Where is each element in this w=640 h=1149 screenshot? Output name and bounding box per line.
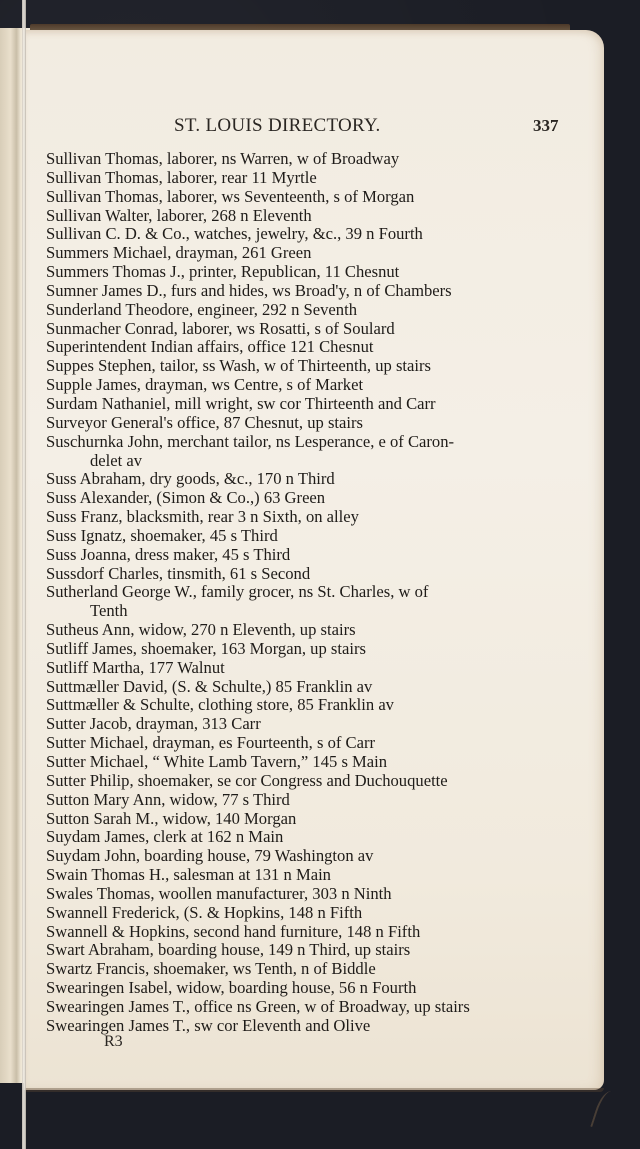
entry-text: Sullivan Thomas, laborer, rear 11 Myrtle: [46, 167, 317, 187]
directory-entry: [46, 847, 566, 866]
entry-text: Sullivan Thomas, laborer, ws Seventeenth, s of Morgan: [46, 186, 415, 206]
entry-text: Suss Franz, blacksmith, rear 3 n Sixth, on alley: [46, 507, 359, 527]
entry-text: Surveyor General's office, 87 Chesnut, up stairs: [46, 412, 363, 432]
directory-entry: [46, 489, 566, 508]
entry-text: Swain Thomas H., salesman at 131 n Main: [46, 865, 331, 885]
directory-entry: [46, 583, 566, 621]
directory-entry: [46, 810, 566, 829]
entry-text: Sutherland George W., family grocer, ns St. Charles, w of: [46, 582, 429, 602]
directory-entry: [46, 696, 566, 715]
directory-entry: [46, 395, 566, 414]
directory-entry: [46, 1017, 566, 1036]
page-header: [24, 115, 604, 137]
entry-text: Suss Ignatz, shoemaker, 45 s Third: [46, 525, 278, 545]
entry-text: Sutter Michael, “ White Lamb Tavern,” 145 s Main: [46, 752, 388, 771]
directory-entry: [46, 979, 566, 998]
directory-entry: [46, 244, 566, 263]
directory-entry: [46, 715, 566, 734]
directory-entry: [46, 640, 566, 659]
page-number: 337: [533, 116, 559, 135]
entry-text: Suschurnka John, merchant tailor, ns Lesperance, e of Caron-: [46, 431, 455, 451]
directory-entry: [46, 828, 566, 847]
entry-text: Summers Michael, drayman, 261 Green: [46, 243, 312, 263]
entry-text: Swearingen Isabel, widow, boarding house, 56 n Fourth: [46, 978, 417, 998]
entry-text: Sutter Jacob, drayman, 313 Carr: [46, 714, 261, 734]
entry-text: Sumner James D., furs and hides, ws Broad'y, n of Chambers: [46, 280, 452, 300]
directory-entry: [46, 301, 566, 320]
directory-entry: [46, 207, 566, 226]
directory-entry: [46, 508, 566, 527]
entry-text: Suss Alexander, (Simon & Co.,) 63 Green: [46, 488, 326, 508]
directory-entry: [46, 659, 566, 678]
directory-entry: [46, 678, 566, 697]
directory-entry: [46, 772, 566, 791]
entry-text: Suss Joanna, dress maker, 45 s Third: [46, 544, 291, 564]
entry-text: Sutliff James, shoemaker, 163 Morgan, up stairs: [46, 638, 366, 658]
directory-entry: [46, 338, 566, 357]
directory-entry: [46, 414, 566, 433]
directory-entry: [46, 282, 566, 301]
entry-text: Suttmæller & Schulte, clothing store, 85 Franklin av: [46, 695, 394, 715]
entry-text: Suttmæller David, (S. & Schulte,) 85 Franklin av: [46, 676, 373, 696]
entry-text: Sussdorf Charles, tinsmith, 61 s Second: [46, 563, 311, 583]
entry-text: Sutton Mary Ann, widow, 77 s Third: [46, 789, 290, 809]
entry-text: Swannell & Hopkins, second hand furniture, 148 n Fifth: [46, 921, 421, 941]
entry-text: Suydam John, boarding house, 79 Washington av: [46, 846, 374, 866]
entry-text: Sunmacher Conrad, laborer, ws Rosatti, s of Soulard: [46, 318, 395, 338]
entry-text: Swearingen James T., sw cor Eleventh and Olive: [46, 1015, 371, 1035]
directory-entry: [46, 885, 566, 904]
directory-entry: [46, 357, 566, 376]
directory-entry: [46, 470, 566, 489]
directory-entry: [46, 225, 566, 244]
directory-entry: [46, 923, 566, 942]
directory-entry: [46, 527, 566, 546]
signature-mark: R3: [104, 1033, 123, 1050]
page-bottom-edge: [24, 1088, 604, 1092]
entry-text: Suydam James, clerk at 162 n Main: [46, 827, 284, 847]
entry-text: Swart Abraham, boarding house, 149 n Third, up stairs: [46, 940, 411, 960]
directory-entry: [46, 904, 566, 923]
directory-entry: [46, 565, 566, 584]
directory-page: [24, 30, 604, 1090]
directory-entry: [46, 621, 566, 640]
entry-text: Sutton Sarah M., widow, 140 Morgan: [46, 808, 297, 828]
directory-entry: [46, 791, 566, 810]
entry-text: Sutheus Ann, widow, 270 n Eleventh, up stairs: [46, 620, 356, 640]
entry-continuation: Tenth: [90, 601, 128, 621]
entry-text: Suppes Stephen, tailor, ss Wash, w of Thirteenth, up stairs: [46, 356, 431, 376]
binding-rule: [22, 0, 26, 1149]
entry-continuation: delet av: [90, 450, 143, 470]
entry-text: Swartz Francis, shoemaker, ws Tenth, n of Biddle: [46, 959, 376, 979]
entry-text: Sutter Michael, drayman, es Fourteenth, s of Carr: [46, 733, 376, 753]
directory-entry: [46, 376, 566, 395]
entry-text: Sullivan Walter, laborer, 268 n Eleventh: [46, 205, 312, 225]
entry-text: Swearingen James T., office ns Green, w of Broadway, up stairs: [46, 996, 470, 1016]
directory-entry: [46, 188, 566, 207]
directory-entry: [46, 753, 566, 772]
entry-text: Suss Abraham, dry goods, &c., 170 n Third: [46, 469, 335, 489]
entry-text: Sunderland Theodore, engineer, 292 n Seventh: [46, 299, 358, 319]
directory-entry: [46, 150, 566, 169]
directory-entry: [46, 960, 566, 979]
directory-entry: [46, 320, 566, 339]
entry-text: Surdam Nathaniel, mill wright, sw cor Thirteenth and Carr: [46, 393, 436, 413]
directory-entries: [46, 150, 566, 1036]
running-head: ST. LOUIS DIRECTORY.: [174, 115, 381, 136]
directory-entry: [46, 998, 566, 1017]
entry-text: Sullivan Thomas, laborer, ns Warren, w of Broadway: [46, 149, 400, 168]
directory-entry: [46, 169, 566, 188]
entry-text: Swannell Frederick, (S. & Hopkins, 148 n Fifth: [46, 902, 363, 922]
entry-text: Swales Thomas, woollen manufacturer, 303 n Ninth: [46, 883, 392, 903]
directory-entry: [46, 734, 566, 753]
entry-text: Sutliff Martha, 177 Walnut: [46, 657, 225, 677]
entry-text: Superintendent Indian affairs, office 121 Chesnut: [46, 337, 374, 357]
entry-text: Supple James, drayman, ws Centre, s of Market: [46, 375, 364, 395]
entry-text: Sullivan C. D. & Co., watches, jewelry, &c., 39 n Fourth: [46, 224, 423, 244]
directory-entry: [46, 941, 566, 960]
directory-entry: [46, 866, 566, 885]
directory-entry: [46, 263, 566, 282]
directory-entry: [46, 546, 566, 565]
entry-text: Sutter Philip, shoemaker, se cor Congress and Duchouquette: [46, 770, 448, 790]
entry-text: Summers Thomas J., printer, Republican, 11 Chesnut: [46, 262, 400, 282]
directory-entry: [46, 433, 566, 471]
